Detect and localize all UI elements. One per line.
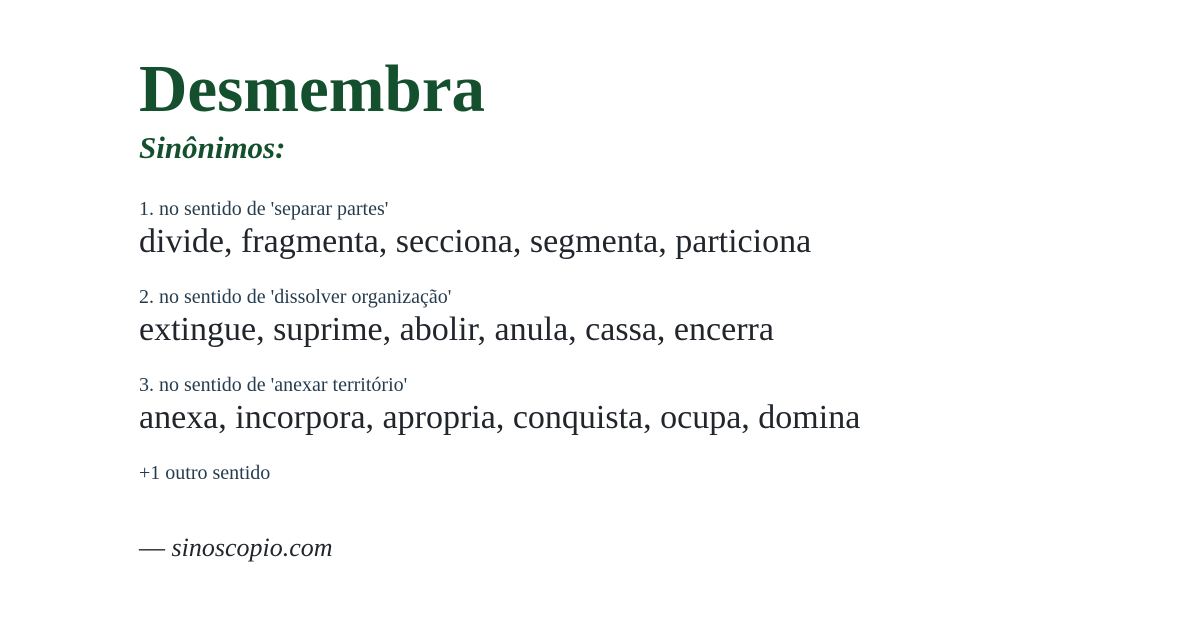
sense-synonyms: divide, fragmenta, secciona, segmenta, particiona	[139, 223, 812, 261]
source-domain: sinoscopio.com	[171, 533, 333, 563]
source-attribution	[139, 532, 1140, 564]
senses-list	[139, 196, 1140, 438]
page-subtitle: Sinônimos:	[139, 130, 286, 165]
sense-context-label: 3. no sentido de 'anexar território'	[139, 374, 408, 397]
more-senses-note: +1 outro sentido	[139, 462, 271, 485]
sense-synonyms: anexa, incorpora, apropria, conquista, ocupa, domina	[139, 399, 861, 437]
sense-block-2	[139, 284, 1140, 350]
page-title: Desmembra	[139, 52, 486, 126]
sense-context-label: 1. no sentido de 'separar partes'	[139, 198, 389, 221]
sense-synonyms: extingue, suprime, abolir, anula, cassa, encerra	[139, 311, 774, 349]
sense-block-3	[139, 372, 1140, 438]
sense-block-1	[139, 196, 1140, 262]
sense-context-label: 2. no sentido de 'dissolver organização'	[139, 286, 452, 309]
footer-dash: —	[139, 533, 165, 563]
